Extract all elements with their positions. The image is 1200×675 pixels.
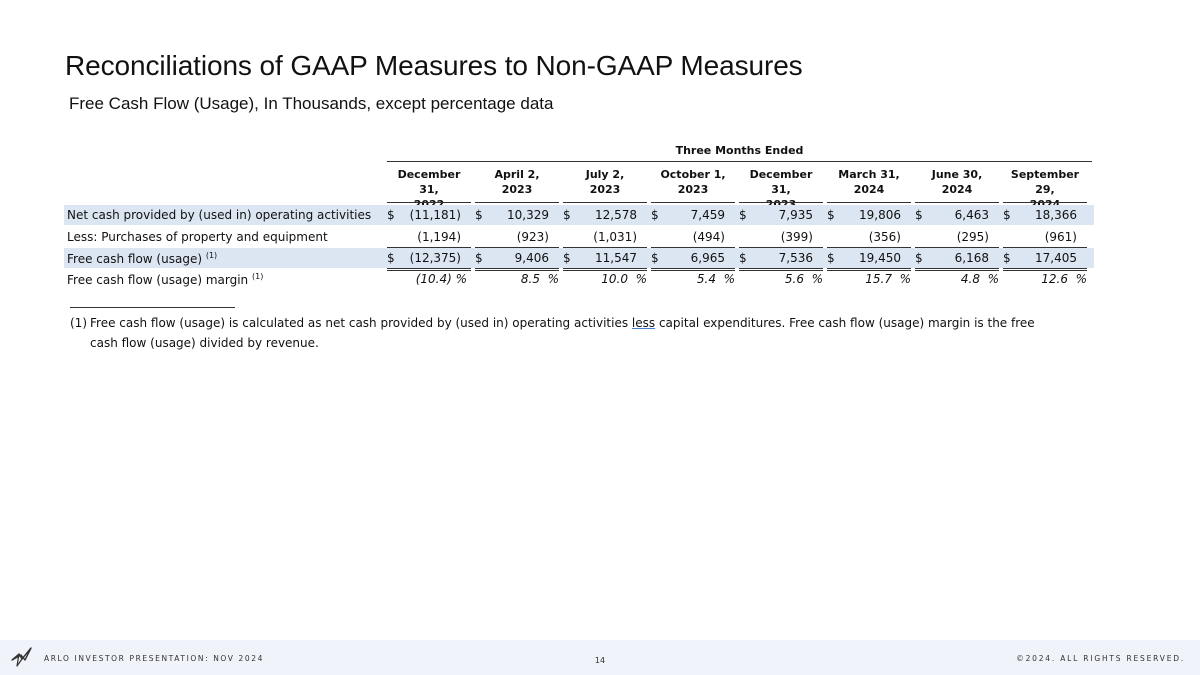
table-cell xyxy=(827,230,901,245)
column-header-rule xyxy=(1003,202,1087,203)
column-header-rule xyxy=(651,202,735,203)
column-header-line1: December 31, xyxy=(749,168,813,196)
page-number: 14 xyxy=(594,656,606,665)
table-cell xyxy=(739,272,823,287)
cell-value: 7,536 xyxy=(778,251,813,265)
cell-value: (494) xyxy=(692,230,725,244)
page-title: Reconciliations of GAAP Measures to Non-GAAP Measures xyxy=(65,50,803,81)
total-rule xyxy=(915,268,999,271)
column-header xyxy=(651,167,735,197)
table-cell xyxy=(387,272,467,287)
cell-value: 5.4 % xyxy=(696,272,735,286)
table-cell xyxy=(915,230,989,245)
column-header-line2: 2023 xyxy=(501,183,533,196)
cell-value: 19,806 xyxy=(859,208,901,222)
column-header-line1: September 29, xyxy=(1010,168,1080,196)
row-label-text: Free cash flow (usage) xyxy=(67,252,203,266)
table-cell xyxy=(387,230,461,245)
table-cell xyxy=(563,208,637,223)
cell-value: 17,405 xyxy=(1035,251,1077,265)
currency-symbol: $ xyxy=(827,251,835,265)
currency-symbol: $ xyxy=(651,208,659,222)
subtotal-rule xyxy=(475,247,559,248)
column-header-line2: 2023 xyxy=(589,183,621,196)
column-header-line2: 2024 xyxy=(853,183,885,196)
row-label-text: Net cash provided by (used in) operating activities xyxy=(67,208,372,222)
table-cell xyxy=(827,251,901,266)
column-header-line1: June 30, xyxy=(931,168,983,181)
table-cell xyxy=(387,208,461,223)
page-subtitle: Free Cash Flow (Usage), In Thousands, except percentage data xyxy=(69,94,554,113)
table-cell xyxy=(1003,272,1087,287)
arlo-bird-logo-icon xyxy=(10,646,34,668)
table-cell xyxy=(651,272,735,287)
total-rule xyxy=(475,268,559,271)
currency-symbol: $ xyxy=(387,251,395,265)
table-cell xyxy=(739,251,813,266)
column-header-line2: 2024 xyxy=(941,183,973,196)
table-cell xyxy=(475,251,549,266)
subtotal-rule xyxy=(387,247,471,248)
footnote-text-part1: Free cash flow (usage) is calculated as net cash provided by (used in) operating activities xyxy=(90,316,632,330)
cell-value: 12.6 % xyxy=(1041,272,1087,286)
row-label xyxy=(67,251,217,266)
currency-symbol: $ xyxy=(563,251,571,265)
total-rule xyxy=(387,268,471,271)
row-label-text: Less: Purchases of property and equipment xyxy=(67,230,328,244)
table-cell xyxy=(739,230,813,245)
table-cell xyxy=(739,208,813,223)
cell-value: 6,168 xyxy=(954,251,989,265)
cell-value: 19,450 xyxy=(859,251,901,265)
column-header xyxy=(563,167,647,197)
column-header xyxy=(475,167,559,197)
currency-symbol: $ xyxy=(475,208,483,222)
table-cell xyxy=(915,272,999,287)
table-row xyxy=(64,248,1094,268)
footnote-ref: (1) xyxy=(205,251,218,260)
cell-value: (961) xyxy=(1044,230,1077,244)
table-row xyxy=(64,227,1094,247)
table-cell xyxy=(475,208,549,223)
row-label xyxy=(67,272,263,287)
cell-value: 12,578 xyxy=(595,208,637,222)
table-cell xyxy=(475,272,559,287)
subtotal-rule xyxy=(739,247,823,248)
group-header: Three Months Ended xyxy=(387,144,1092,162)
subtotal-rule xyxy=(915,247,999,248)
column-header-line1: July 2, xyxy=(585,168,625,181)
table-cell xyxy=(1003,251,1077,266)
copyright: ©2024. ALL RIGHTS RESERVED. xyxy=(1016,654,1185,663)
currency-symbol: $ xyxy=(827,208,835,222)
footnote-text xyxy=(70,313,1060,353)
cell-value: (12,375) xyxy=(409,251,461,265)
cell-value: (1,031) xyxy=(593,230,637,244)
cell-value: (11,181) xyxy=(409,208,461,222)
footnote-marker: (1) xyxy=(70,316,87,330)
row-label-text: Free cash flow (usage) margin xyxy=(67,273,249,287)
column-header-line1: December 31, xyxy=(397,168,461,196)
column-header-rule xyxy=(915,202,999,203)
currency-symbol: $ xyxy=(915,208,923,222)
currency-symbol: $ xyxy=(1003,208,1011,222)
table-cell xyxy=(563,272,647,287)
table-cell xyxy=(475,230,549,245)
cell-value: 15.7 % xyxy=(865,272,911,286)
column-header-line2: 2023 xyxy=(677,183,709,196)
currency-symbol: $ xyxy=(915,251,923,265)
footnote-divider xyxy=(70,307,235,308)
table-cell xyxy=(827,208,901,223)
cell-value: 18,366 xyxy=(1035,208,1077,222)
cell-value: 9,406 xyxy=(514,251,549,265)
total-rule xyxy=(827,268,911,271)
subtotal-rule xyxy=(651,247,735,248)
column-header-line1: April 2, xyxy=(494,168,540,181)
currency-symbol: $ xyxy=(739,208,747,222)
subtotal-rule xyxy=(827,247,911,248)
total-rule xyxy=(1003,268,1087,271)
currency-symbol: $ xyxy=(387,208,395,222)
column-header-rule xyxy=(387,202,471,203)
cell-value: 7,935 xyxy=(778,208,813,222)
column-header-line1: March 31, xyxy=(838,168,900,181)
footnote-emphasis: less xyxy=(631,316,656,330)
table-cell xyxy=(915,208,989,223)
cell-value: (295) xyxy=(956,230,989,244)
total-rule xyxy=(651,268,735,271)
table-cell xyxy=(563,251,637,266)
column-header-line1: October 1, xyxy=(660,168,726,181)
currency-symbol: $ xyxy=(651,251,659,265)
table-row xyxy=(64,205,1094,225)
table-cell xyxy=(827,272,911,287)
table-cell xyxy=(1003,230,1077,245)
currency-symbol: $ xyxy=(1003,251,1011,265)
cell-value: 5.6 % xyxy=(784,272,823,286)
cell-value: (923) xyxy=(516,230,549,244)
table-cell xyxy=(563,230,637,245)
table-cell xyxy=(651,251,725,266)
column-header xyxy=(915,167,999,197)
currency-symbol: $ xyxy=(739,251,747,265)
cell-value: 11,547 xyxy=(595,251,637,265)
table-cell xyxy=(651,208,725,223)
cell-value: 6,965 xyxy=(690,251,725,265)
column-header-rule xyxy=(739,202,823,203)
row-label xyxy=(67,230,328,244)
footer xyxy=(0,640,1200,675)
row-label xyxy=(67,208,371,222)
cell-value: 10.0 % xyxy=(601,272,647,286)
footer-brand: ARLO INVESTOR PRESENTATION: NOV 2024 xyxy=(44,654,265,663)
column-header-rule xyxy=(827,202,911,203)
column-header xyxy=(827,167,911,197)
table-row xyxy=(64,269,1094,289)
subtotal-rule xyxy=(563,247,647,248)
cell-value: 6,463 xyxy=(954,208,989,222)
cell-value: 10,329 xyxy=(507,208,549,222)
footnote-ref: (1) xyxy=(251,272,264,281)
cell-value: 7,459 xyxy=(690,208,725,222)
table-cell xyxy=(915,251,989,266)
currency-symbol: $ xyxy=(475,251,483,265)
table-cell xyxy=(651,230,725,245)
cell-value: 4.8 % xyxy=(960,272,999,286)
table-cell xyxy=(1003,208,1077,223)
cell-value: 8.5 % xyxy=(520,272,559,286)
currency-symbol: $ xyxy=(563,208,571,222)
footnote-text-part2: capital expenditures. Free cash flow (usage) margin is the free cash flow (usage) divided by revenue. xyxy=(90,316,1035,350)
table-cell xyxy=(387,251,461,266)
cell-value: (10.4) % xyxy=(415,272,467,286)
cell-value: (356) xyxy=(868,230,901,244)
column-header-rule xyxy=(563,202,647,203)
total-rule xyxy=(563,268,647,271)
column-header-rule xyxy=(475,202,559,203)
footnote xyxy=(70,313,1060,353)
cell-value: (399) xyxy=(780,230,813,244)
cell-value: (1,194) xyxy=(417,230,461,244)
subtotal-rule xyxy=(1003,247,1087,248)
total-rule xyxy=(739,268,823,271)
